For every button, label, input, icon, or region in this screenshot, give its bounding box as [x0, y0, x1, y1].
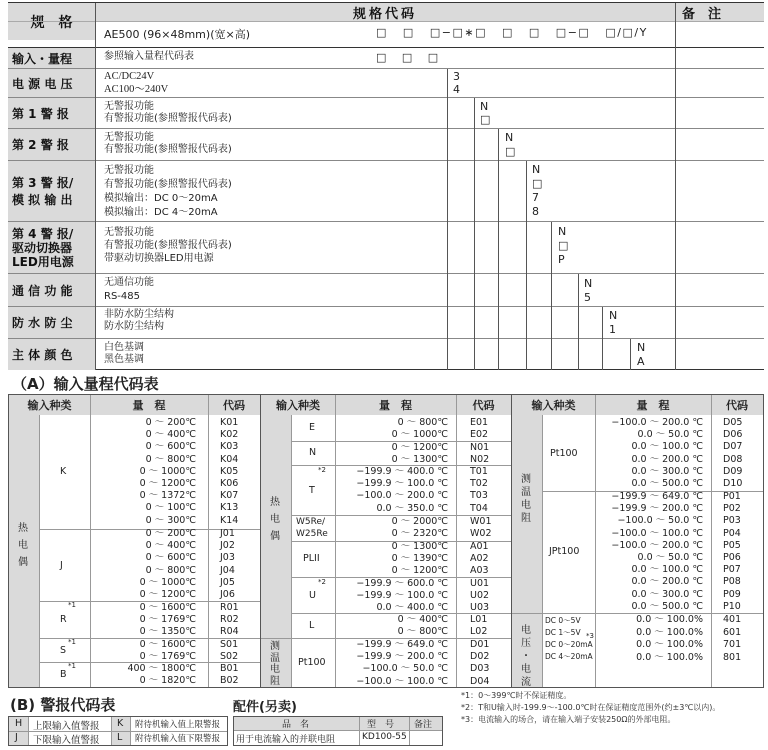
mark-color: N A: [637, 341, 646, 368]
type-B: B: [60, 669, 67, 680]
row-label-input: 输入・量程: [8, 48, 95, 68]
h-type-2: 输入种类: [261, 395, 335, 415]
type-K: K: [60, 466, 67, 477]
alarm-desc-H: 上限输入值警报: [33, 721, 100, 732]
parts-model: KD100-55: [362, 732, 407, 742]
ranges-J: 0 ～ 200℃ 0 ～ 400℃ 0 ～ 600℃ 0 ～ 800℃ 0 ～ 1000℃ 0 ～ 1200℃: [139, 528, 196, 601]
ranges-R: 0 ～ 1600℃ 0 ～ 1769℃ 0 ～ 1350℃: [139, 602, 196, 638]
ranges-T: −199.9 ～ 400.0 ℃ −199.9 ～ 100.0 ℃ −100.0 ～ 200.0 ℃ 0.0 ～ 350.0 ℃: [356, 466, 448, 514]
codes-header: 规格代码: [95, 3, 675, 21]
h-range-3: 量 程: [595, 395, 711, 415]
mark-alarm4: N □ P: [558, 225, 569, 266]
row-label-alarm3: [8, 161, 95, 221]
alarm4-label-line3: LED用电源: [12, 254, 74, 269]
type-T: T: [309, 485, 315, 496]
types-voltage-current: DC 0～5V DC 1～5V DC 0～20mA DC 4～20mA: [545, 616, 593, 661]
type-J: J: [60, 560, 63, 571]
cat-rtd-3: 测 温 电 阻: [521, 474, 531, 524]
row-label-power: 电 源 电 压: [8, 69, 95, 97]
codes-L: L01 L02: [470, 614, 488, 638]
h-type-3: 输入种类: [512, 395, 595, 415]
parts-h-remark: 备注: [414, 720, 433, 730]
desc-color: 白色基调 黑色基调: [104, 342, 144, 366]
parts-table: [233, 716, 443, 746]
type-Pt100-col2: Pt100: [298, 657, 326, 668]
ranges-JPt100: −199.9 ～ 649.0 ℃ −199.9 ～ 200.0 ℃ −100.0 ～ 50.0 ℃ −100.0 ～ 100.0 ℃ −100.0 ～ 200.0 ℃ 0.0 ～ 50.0 ℃ 0.0 ～ 100.0 ℃ 0.0 ～ 200.0 ℃ 0.0 ～ 300.0 ℃ 0.0 ～ 500.0 ℃: [611, 491, 703, 612]
footnote-1: *1：0～399℃时不保证精度。: [461, 691, 572, 700]
cat-voltage-current: 电 压 ・ 电 流: [521, 625, 531, 688]
type-N: N: [309, 447, 317, 458]
parts-title: 配件(另卖): [233, 700, 297, 715]
h-range-1: 量 程: [90, 395, 208, 415]
codes-T: T01 T02 T03 T04: [470, 466, 488, 514]
section-b-title: (B) 警报代码表: [10, 696, 116, 714]
ranges-B: 400 ～ 1800℃ 0 ～ 1820℃: [127, 663, 196, 687]
desc-comm: 无通信功能 RS-485: [104, 277, 154, 302]
note-B: *1: [68, 662, 76, 670]
cat-thermocouple-1: 热 电 偶: [18, 523, 28, 568]
ranges-K: 0 ～ 200℃ 0 ～ 400℃ 0 ～ 600℃ 0 ～ 800℃ 0 ～ 1000℃ 0 ～ 1200℃ 0 ～ 1372℃ 0 ～ 100℃ 0 ～ 300℃: [139, 417, 196, 526]
mark-waterproof: N 1: [609, 309, 618, 336]
mark-comm: N 5: [584, 277, 593, 304]
spec-header-label: 规 格: [8, 3, 95, 40]
codes-R: R01 R02 R04: [220, 602, 239, 638]
alarm-code-H: H: [15, 718, 23, 729]
ranges-PLII: 0 ～ 1300℃ 0 ～ 1390℃ 0 ～ 1200℃: [391, 541, 448, 577]
ranges-Pt100: −100.0 ～ 200.0 ℃ 0.0 ～ 50.0 ℃ 0.0 ～ 100.0 ℃ 0.0 ～ 200.0 ℃ 0.0 ～ 300.0 ℃ 0.0 ～ 500.0 ℃: [611, 417, 703, 490]
type-E: E: [309, 422, 316, 433]
ranges-W: 0 ～ 2000℃ 0 ～ 2320℃: [391, 516, 448, 540]
type-Pt100: Pt100: [550, 448, 578, 459]
codes-E: E01 E02: [470, 417, 489, 441]
row-label-alarm2: 第 2 警 报: [8, 129, 95, 160]
cat-thermocouple-2: 热 电 偶: [270, 497, 280, 542]
type-U: U: [309, 590, 316, 601]
footnotes: [461, 690, 720, 726]
row-label-color: 主 体 颜 色: [8, 339, 95, 370]
note-R: *1: [68, 601, 76, 609]
alarm4-label-line1: 第 4 警 报/: [12, 226, 74, 241]
codes-Pt100-col2: D01 D02 D03 D04: [470, 639, 490, 687]
h-code-3: 代码: [711, 395, 763, 415]
alarm3-label-line1: 第 3 警 报/: [12, 176, 74, 190]
code-pattern: □ □ □−□∗□ □ □ □−□ □/□/Y: [376, 26, 648, 39]
alarm-desc-J: 下限输入值警报: [33, 735, 100, 746]
h-code-2: 代码: [456, 395, 511, 415]
cat-rtd-2: 测 温 电 阻: [270, 641, 280, 687]
alarm-desc-L: 附待机输入值下限警报: [135, 734, 221, 744]
alarm-code-L: L: [117, 732, 123, 743]
type-R: R: [60, 614, 67, 625]
codes-JPt100: P01 P02 P03 P04 P05 P06 P07 P08 P09 P10: [723, 491, 741, 612]
mark-power: 3 4: [453, 70, 460, 96]
parts-name: 用于电流输入的并联电阻: [236, 735, 336, 745]
desc-waterproof: 非防水防尘结构 防水防尘结构: [104, 309, 174, 333]
desc-alarm3: 无警报功能 有警报功能(参照警报代码表) 模拟输出：DC 0～20mA 模拟输出：DC 4～20mA: [104, 165, 232, 218]
desc-input: 参照输入量程代码表: [104, 51, 194, 62]
note-S: *1: [68, 638, 76, 646]
row-label-comm: 通 信 功 能: [8, 274, 95, 306]
desc-power: AC/DC24V AC100～240V: [104, 71, 169, 95]
mark-alarm3: N □ 7 8: [532, 163, 543, 218]
h-type-1: 输入种类: [9, 395, 90, 415]
codes-J: J01 J02 J03 J04 J05 J06: [220, 528, 235, 601]
ranges-S: 0 ～ 1600℃ 0 ～ 1769℃: [139, 639, 196, 663]
type-PLII: PLII: [303, 553, 320, 564]
mark-alarm1: N □: [480, 100, 491, 126]
parts-h-name: 品 名: [282, 720, 310, 730]
parts-h-model: 型 号: [367, 720, 395, 730]
codes-B: B01 B02: [220, 663, 239, 687]
codes-Pt100: D05 D06 D07 D08 D09 D10: [723, 417, 743, 490]
alarm3-label-line2: 模 拟 输 出: [12, 193, 73, 207]
codes-N: N01 N02: [470, 442, 490, 466]
alarm-code-K: K: [117, 718, 124, 729]
ranges-L: 0 ～ 400℃ 0 ～ 800℃: [397, 614, 448, 638]
footnote-3: *3：电流输入的场合，请在输入端子安装250Ω的外部电阻。: [461, 715, 676, 724]
footnote-2: *2：T和U输入时-199.9～-100.0℃时在保证精度范围外(约±3℃以内)。: [461, 703, 721, 712]
row-label-alarm4: [8, 222, 95, 273]
mark-alarm2: N □: [505, 131, 516, 158]
codes-K: K01 K02 K03 K04 K05 K06 K07 K13 K14: [220, 417, 239, 526]
type-W5Re: W5Re/ W25Re: [296, 517, 328, 539]
codes-PLII: A01 A02 A03: [470, 541, 489, 577]
note-U: *2: [318, 578, 326, 586]
ranges-voltage-current: 0.0 ～ 100.0% 0.0 ～ 100.0% 0.0 ～ 100.0% 0.0 ～ 100.0%: [636, 614, 703, 663]
type-L: L: [309, 620, 315, 631]
codes-voltage-current: 401 601 701 801: [723, 614, 742, 663]
h-code-1: 代码: [208, 395, 260, 415]
alarm-code-table: [8, 716, 228, 746]
remarks-header: 备 注: [676, 3, 764, 21]
ranges-E: 0 ～ 800℃ 0 ～ 1000℃: [391, 417, 448, 441]
codes-S: S01 S02: [220, 639, 239, 663]
desc-alarm1: 无警报功能 有警报功能(参照警报代码表): [104, 101, 232, 125]
alarm-desc-K: 附待机输入值上限警报: [135, 720, 221, 730]
row-label-waterproof: 防 水 防 尘: [8, 307, 95, 338]
ranges-Pt100-col2: −199.9 ～ 649.0 ℃ −199.9 ～ 200.0 ℃ −100.0 ～ 50.0 ℃ −100.0 ～ 100.0 ℃: [356, 639, 448, 687]
mark-input: □ □ □: [376, 51, 445, 64]
ranges-U: −199.9 ～ 600.0 ℃ −199.9 ～ 100.0 ℃ 0.0 ～ 400.0 ℃: [356, 578, 448, 614]
note-vc-3: *3: [586, 632, 594, 640]
ranges-N: 0 ～ 1200℃ 0 ～ 1300℃: [391, 442, 448, 466]
h-range-2: 量 程: [335, 395, 456, 415]
alarm-code-J: J: [15, 732, 18, 743]
codes-U: U01 U02 U03: [470, 578, 490, 614]
note-T: *2: [318, 466, 326, 474]
section-a-title: （A）输入量程代码表: [12, 375, 159, 393]
type-S: S: [60, 645, 67, 656]
desc-alarm2: 无警报功能 有警报功能(参照警报代码表): [104, 132, 232, 156]
model-text: AE500 (96×48mm)(宽×高): [104, 28, 250, 41]
alarm4-label-line2: 驱动切换器: [12, 240, 73, 255]
type-JPt100: JPt100: [549, 546, 580, 557]
desc-alarm4: 无警报功能 有警报功能(参照警报代码表) 带驱动切换器LED用电源: [104, 227, 232, 264]
row-label-alarm1: 第 1 警 报: [8, 98, 95, 128]
codes-W: W01 W02: [470, 516, 492, 540]
